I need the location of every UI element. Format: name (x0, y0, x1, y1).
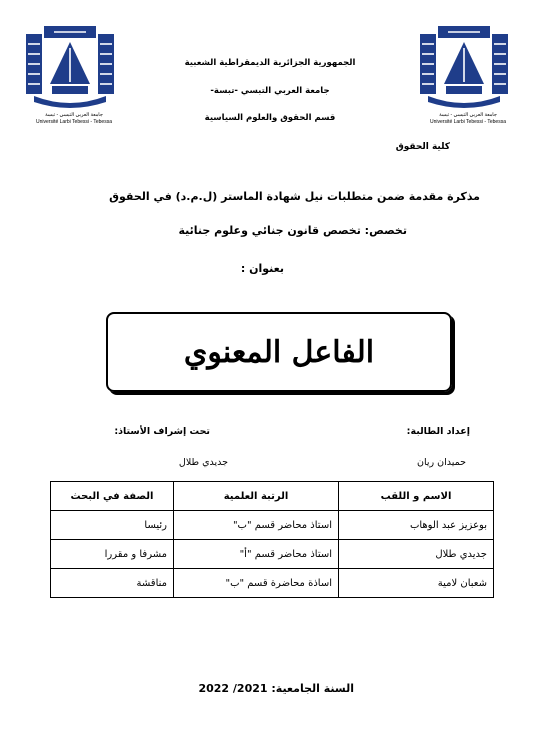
jury-name: شعبان لامية (339, 569, 494, 598)
specialty-line: تخصص: تخصص قانون جنائي وعلوم جنائية (178, 224, 407, 237)
header-republic: الجمهورية الجزائرية الديمقراطية الشعبية (184, 58, 356, 68)
table-row (51, 511, 494, 540)
title-label: بعنوان : (240, 262, 284, 275)
university-logo-left (24, 24, 124, 126)
thesis-title: الفاعل المعنوي (183, 334, 375, 370)
jury-table (50, 481, 494, 598)
university-logo-right (418, 24, 518, 126)
faculty-label: كلية الحقوق (395, 142, 450, 152)
header-rank: الرتبة العلمية (174, 482, 339, 511)
university-emblem-icon (418, 24, 510, 108)
jury-name: بوعزيز عبد الوهاب (339, 511, 494, 540)
student-label: إعداد الطالبة: (406, 426, 470, 437)
header-university: جامعة العربي التبسي -تبسة- (210, 86, 330, 96)
jury-role: مناقشة (51, 569, 174, 598)
supervisor-label: تحت إشراف الأستاذ: (114, 426, 210, 437)
supervisor-name: جديدي طلال (178, 457, 228, 468)
jury-role: رئيسا (51, 511, 174, 540)
header-role: الصفة في البحث (51, 482, 174, 511)
title-box (106, 312, 452, 392)
logo-caption-arabic: جامعة العربي التبسي - تبسة (45, 112, 103, 118)
jury-name: جديدي طلال (339, 540, 494, 569)
jury-rank: اساذة محاضرة قسم "ب" (174, 569, 339, 598)
table-row (51, 569, 494, 598)
jury-rank: استاذ محاضر قسم "ب" (174, 511, 339, 540)
table-row (51, 540, 494, 569)
jury-header-row (51, 482, 494, 511)
header-department: قسم الحقوق والعلوم السياسية (204, 113, 336, 123)
jury-rank: استاذ محاضر قسم "أ" (174, 540, 339, 569)
university-emblem-icon (24, 24, 116, 108)
academic-year: السنة الجامعية: 2021/ 2022 (198, 682, 354, 695)
header-name: الاسم و اللقب (339, 482, 494, 511)
logo-caption-french: Université Larbi Tebessi - Tebessa (430, 119, 506, 125)
logo-caption-french: Université Larbi Tebessi - Tebessa (36, 119, 112, 125)
student-name: حميدان ريان (417, 457, 466, 468)
memo-description: مذكرة مقدمة ضمن متطلبات نيل شهادة الماستر (ل.م.د) في الحقوق (109, 190, 480, 203)
jury-role: مشرفا و مقررا (51, 540, 174, 569)
logo-caption-arabic: جامعة العربي التبسي - تبسة (439, 112, 497, 118)
